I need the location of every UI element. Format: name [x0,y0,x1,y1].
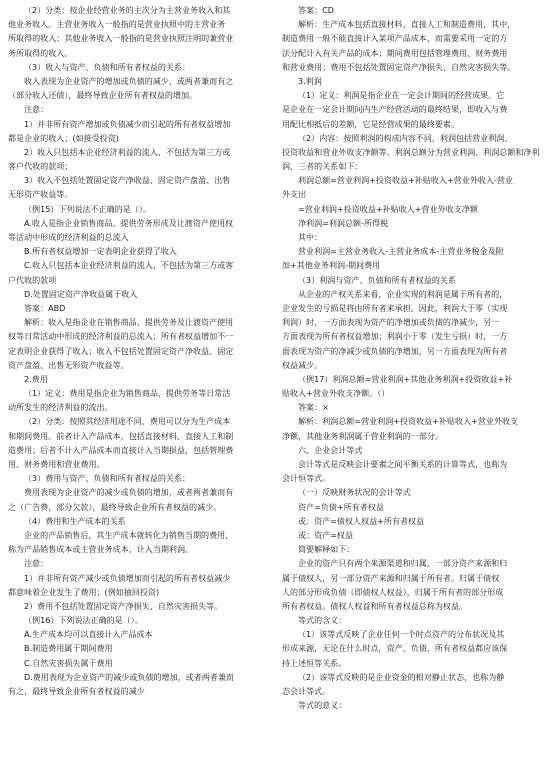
text-line: （1）定义：利润是指企业在一定会计期间的经营成果。它 [298,91,505,101]
text-line: 企业的产品销售后，其生产成本就转化为销售当期的费用， [24,530,234,540]
text-line: D.处置固定资产净收益属于收入 [24,289,138,299]
text-line: 润，三者的关系如下： [282,162,363,172]
text-line: 利润总额=营业利润+投资收益+补贴收入+营业外收入-营业 [298,176,513,186]
text-line: B.制造费用属于期间费用 [24,644,113,654]
text-line: 净利润=利润总额-所得税 [298,218,389,228]
text-line: （2）该等式反映的是企业资金的相对静止状态，也称为静 [298,672,505,682]
text-line: 动所发生的经济利益的流出。 [8,403,113,413]
text-line: 营业利润=主营业务收入-主营业务成本-主营业务税金及附 [298,247,504,257]
text-line: 造费用；后者不计入产品成本而直接计入当期损益，包括管理费 [8,445,234,455]
text-line: 净额，其他业务利润属于营业利润的一部分。 [282,431,443,441]
text-line: 六、企业会计等式 [298,445,363,455]
text-line: 权益减少。 [282,360,323,370]
text-line: 2.费用 [24,374,48,384]
text-line: 务所取得的收入。 [8,48,73,58]
text-line: 法分配计入有关产品的成本；期间费用包括管理费用、财务费用 [282,48,508,58]
text-line: （3）利润与资产、负债和所有者权益的关系 [298,275,457,285]
text-line: 或：资产=债权人权益+所有者权益 [298,516,425,526]
text-line: 等式的意义： [298,701,347,711]
text-line: 会计等式是反映会计要素之间平衡关系的计算等式，也称为 [298,460,508,469]
text-line: C.自然灾害损失属于费用 [24,658,113,668]
text-line: 简要解释如下： [298,545,355,555]
text-line: （1）定义：费用是指企业为销售商品、提供劳务等日常活 [24,389,231,399]
text-line: 或：资产=权益 [298,530,354,540]
text-line: 定表明企业获得了收入；收入不包括处置固定资产净收益、固定 [8,346,234,356]
text-line: 等活动中形成的经济利益的总流入 [8,233,129,242]
text-line: 客户代收的款项； [8,162,73,172]
text-line: 和营业费用；费用不包括处置固定资产净损失、自然灾害损失等。 [282,62,516,72]
text-line: A.生产成本均可以直接计入产品成本 [24,630,153,640]
text-line: 企业发生的亏损是将由所有者来承担。因此，利润大于零（实现 [282,303,508,313]
text-line: 方面表现为所有者权益增加；利润小于零（发生亏损）时，一方 [282,332,508,342]
text-line: 3.利润 [298,76,322,86]
text-line: 加+其他业务利润-期间费用 [282,261,381,271]
text-line: （1）该等式反映了企业任何一个时点资产的分布状况及其 [298,630,505,640]
text-line: 会计恒等式。 [282,474,331,484]
text-line: 解析：利润总额=营业利润+投资收益+补贴收入+营业外收支 [298,417,519,427]
text-line: 收入表现为企业资产的增加或负债的减少，或两者兼而有之 [24,76,234,86]
text-line: =营业利润+投资收益+补贴收入+营业外收支净额 [298,204,478,214]
left-text-column [8,4,270,699]
text-line: 持上述恒等关系。 [282,658,347,668]
text-line: 态会计等式。 [282,687,331,696]
text-line: （2）内容：按照利润的构成内容不同，利润包括营业利润、 [298,133,513,143]
text-line: 和期间费用。前者计入产品成本，包括直接材料、直接人工和制 [8,431,234,441]
text-line: 2）收入只包括本企业经济利益的流入，不包括为第三方或 [24,147,231,157]
text-line: 他业务收入。主营业务收入一般指的是营业执照中的主营业务 [8,20,226,30]
text-line: （一）反映财务状况的会计等式 [298,488,411,498]
text-line: 所有者权益。债权人权益和所有者权益总称为权益。 [282,601,468,611]
text-line: （2）分类：按照其经济用途不同，费用可以分为生产成本 [24,417,231,427]
text-line: 之（广告费，部分欠款），最终导致企业所有者权益的减少。 [8,502,222,512]
text-line: A.收入是指企业销售商品、提供劳务形成及让渡资产使用权 [24,218,234,228]
text-line: 资产=负债+所有者权益 [298,502,384,512]
text-line: 都是企业的收入；(如接受投资) [8,133,119,143]
text-line: （4）费用和生产成本的关系 [24,516,126,526]
text-line: 1）并非所有资产增加或负债减少而引起的所有者权益增加 [24,119,231,129]
text-line: 答案：ABD [24,303,66,313]
text-line: 从企业的产权关系来看，企业实现的利润是属于所有者的， [298,289,508,299]
text-line: 用配比相抵后的差额，它是经营成果的最终要素。 [282,119,460,129]
text-line: 投资收益和营业外收支净额等。利润总额分为营业利润、利润总额和净利 [282,147,540,157]
text-line: 是企业在一定会计期间内生产经营活动的最终结果，即收入与费 [282,105,508,115]
text-line: 注意： [24,559,49,569]
text-line: 有之，最终导致企业所有者权益的减少 [8,687,145,696]
text-line: （例15）下列说法不正确的是（）。 [24,204,151,214]
text-line: 企业的资产只有两个来源渠道和归属，一部分资产来源和归 [298,559,508,569]
text-line: 其中： [298,233,323,242]
text-line: 都意味着企业发生了费用；(例如抽回投资) [8,587,160,597]
text-line: C.收入只包括本企业经济利益的流入，不包括为第三方或客 [24,261,234,271]
text-line: 2）费用不包括处置固定资产净损失、自然灾害损失等。 [24,601,223,611]
text-line: 贴收入+营业外收支净额。（） [282,389,390,399]
text-line: 所取得的收入；其他业务收入一般指的是营业执照注明的兼营业 [8,34,234,44]
text-line: 属于债权人，另一部分资产来源和归属于所有者。归属于债权 [282,573,500,583]
text-line: （3）收入与资产、负债和所有者权益的关系： [24,62,191,72]
text-line: 户代收的款项 [8,275,57,285]
text-line: （2）分类：按企业经营业务的主次分为主营业务收入和其 [24,6,231,15]
text-line: 制造费用一般不能直接计入某项产品成本，而需要采用一定的方 [282,34,508,44]
text-line: 人的部分形成负债（即债权人权益），归属于所有者的部分形成 [282,587,504,597]
text-line: （3）费用与资产、负债和所有者权益的关系： [24,474,191,484]
text-line: 称为产品销售成本或主营业务成本，计入当期利润。 [8,545,194,555]
text-line: 解析：收入是指企业在销售商品、提供劳务及让渡资产使用 [24,318,234,328]
text-line: 形成来源，无论在什么时点，资产、负债、所有者权益都应该保 [282,644,508,654]
text-line: （例17）利润总额=营业利润+其他业务利润+投资收益+补 [298,374,513,384]
text-line: 解析：生产成本包括直接材料、直接人工和制造费用，其中， [298,20,516,30]
text-line: 利润）时，一方面表现为资产的净增加或负债的净减少，另一 [282,318,500,328]
text-line: D.费用表现为企业资产的减少或负债的增加，或者两者兼而 [24,672,234,682]
text-line: （部分收入还债），最终导致企业所有者权益的增加。 [8,91,198,101]
text-line: 3）收入不包括处置固定资产净收益、固定资产盘盈、出售 [24,176,231,186]
text-line: 面表现为资产的净减少或负债的净增加，另一方面表现为所有者 [282,346,508,356]
text-line: 用、财务费用和营业费用。 [8,460,105,469]
text-line: 权等日常活动中形成的经济利益的总流入；所有者权益增加不一 [8,332,234,342]
text-line: B.所有者权益增加一定表明企业获得了收入 [24,247,177,257]
text-line: 等式的含义： [298,616,347,626]
text-line: 资产盘盈、出售无形资产收益等。 [8,360,129,370]
text-line: 1）并非所有资产减少或负债增加而引起的所有者权益减少 [24,573,231,583]
text-line: 费用表现为企业资产的减少或负债的增加，或者两者兼而有 [24,488,234,498]
text-line: 无形资产收益等。 [8,190,73,200]
text-line: 外支出 [282,190,307,200]
text-line: 答案：× [298,403,329,413]
text-line: 答案：CD [298,6,334,15]
text-line: 注意： [24,105,49,115]
text-line: （例16）下列说法正确的是（）。 [24,616,143,626]
right-text-column [282,4,544,713]
